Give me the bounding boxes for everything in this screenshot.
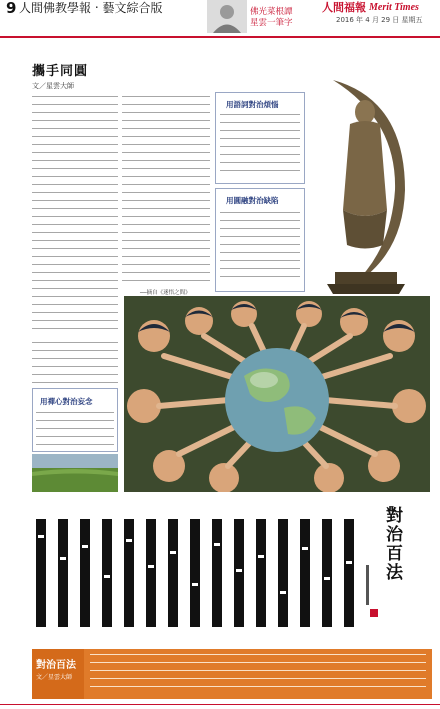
sidebar-middle-title: 用圓融對治缺陷	[226, 196, 279, 205]
bottom-divider	[0, 704, 440, 705]
sidebar-bottom-body	[36, 412, 114, 446]
article-title: 攜手同圓	[32, 64, 89, 79]
masthead-portrait-image	[207, 0, 247, 33]
section-title: 人間佛教學報 ‧ 藝文綜合版	[19, 1, 163, 15]
children-globe-photo	[124, 296, 430, 492]
article-body-column-2	[122, 96, 210, 286]
sidebar-top-title: 用語詞對治煩惱	[226, 100, 279, 109]
sidebar-bottom-title: 用禪心對治妄念	[40, 397, 93, 406]
footer-body-text	[90, 654, 426, 694]
calligraphy-title: 對治百法	[382, 506, 402, 582]
article-body-column-1	[32, 96, 118, 334]
masthead-series-title: 佛光菜根譚	[250, 7, 293, 17]
page-number: 9	[6, 0, 17, 17]
footer-subtitle: 文／星雲大師	[36, 674, 73, 681]
newspaper-logo-en: Merit Times	[369, 2, 419, 13]
sidebar-top-body	[220, 114, 300, 178]
newspaper-logo-cn: 人間福報	[322, 1, 366, 14]
footer-title: 對治百法	[36, 660, 76, 671]
masthead-series-subtitle: 星雲一筆字	[250, 18, 293, 28]
sidebar-middle-body	[220, 212, 300, 282]
article-source: ──摘自《迷悟之間》	[140, 290, 191, 296]
article-body-column-1-continued	[32, 342, 118, 388]
article-author: 文／星雲大師	[32, 82, 74, 90]
guanyin-statue-image	[305, 40, 430, 298]
publication-date: 2016 年 4 月 29 日 星期五	[336, 16, 423, 24]
calligraphy-artwork	[32, 505, 432, 635]
grass-field-photo	[32, 454, 118, 492]
header-divider	[0, 36, 440, 38]
